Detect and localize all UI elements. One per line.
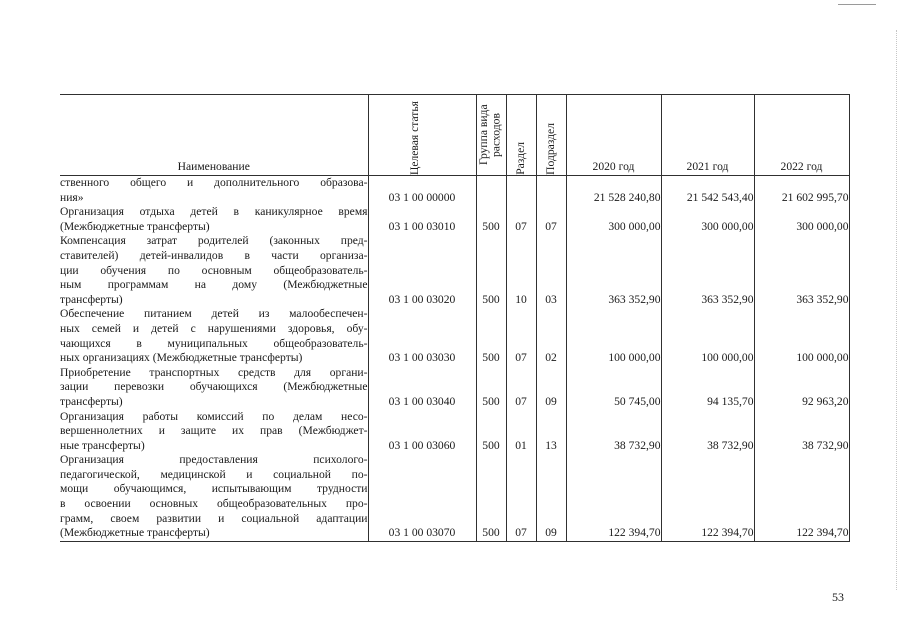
row-amount-2020: 363 352,90 (566, 234, 661, 307)
row-name-line: ственного общего и дополнительного образова- (60, 176, 368, 189)
row-subsection (536, 176, 566, 206)
row-name-cell (60, 205, 368, 234)
row-name-line: ции обучения по основным общеобразователь- (60, 263, 368, 277)
row-name-line: чающихся в муниципальных общеобразователь- (60, 336, 368, 350)
table-row (60, 307, 849, 365)
row-target-article: 03 1 00 03030 (368, 307, 476, 365)
row-target-article: 03 1 00 03010 (368, 205, 476, 234)
row-amount-2022: 21 602 995,70 (754, 176, 849, 206)
row-target-article: 03 1 00 03060 (368, 410, 476, 454)
row-amount-2021: 21 542 543,40 (661, 176, 754, 206)
row-amount-2022: 100 000,00 (754, 307, 849, 365)
row-name-line: ния» (60, 190, 84, 204)
row-name-line: Организация предоставления психолого- (60, 453, 368, 467)
row-name-line: Обеспечение питанием детей из малообеспечен- (60, 307, 368, 321)
header-target-article-label: Целевая статья (408, 100, 421, 175)
row-amount-2021: 300 000,00 (661, 205, 754, 234)
budget-table (60, 94, 850, 542)
row-target-article: 03 1 00 00000 (368, 176, 476, 206)
page-number: 53 (832, 590, 844, 604)
row-amount-2022: 38 732,90 (754, 410, 849, 454)
row-name-cell (60, 366, 368, 410)
row-amount-2021: 100 000,00 (661, 307, 754, 365)
row-name-line: Организация работы комиссий по делам несо- (60, 409, 368, 423)
row-name-line: вершеннолетних и защите их прав (Межбюджет- (60, 424, 368, 438)
header-expense-group-label: Группа вида расходов (477, 104, 503, 166)
row-name-line: ных семей и детей с нарушениями здоровья, обу- (60, 321, 368, 335)
row-section: 07 (506, 366, 536, 410)
row-name-line: педагогической, медицинской и социальной по- (60, 467, 368, 481)
header-section-label: Раздел (513, 142, 527, 175)
row-target-article: 03 1 00 03020 (368, 234, 476, 307)
header-expense-group (476, 95, 506, 176)
header-subsection (536, 95, 566, 176)
row-amount-2020: 300 000,00 (566, 205, 661, 234)
header-target-article (368, 95, 476, 176)
table-row (60, 176, 849, 206)
row-name-cell (60, 453, 368, 541)
header-year-2022: 2022 год (754, 95, 849, 176)
row-expense-group: 500 (476, 366, 506, 410)
row-section (506, 176, 536, 206)
row-subsection: 09 (536, 453, 566, 541)
row-amount-2022: 122 394,70 (754, 453, 849, 541)
table-row (60, 366, 849, 410)
row-amount-2020: 122 394,70 (566, 453, 661, 541)
row-amount-2020: 21 528 240,80 (566, 176, 661, 206)
header-year-2021: 2021 год (661, 95, 754, 176)
table-row (60, 410, 849, 454)
row-expense-group: 500 (476, 307, 506, 365)
scan-corner-mark (838, 4, 876, 5)
row-amount-2021: 363 352,90 (661, 234, 754, 307)
row-name-line: Организация отдыха детей в каникулярное время (60, 205, 368, 219)
row-section: 07 (506, 453, 536, 541)
table-row (60, 234, 849, 307)
row-section: 07 (506, 205, 536, 234)
row-name-cell (60, 307, 368, 365)
row-amount-2021: 38 732,90 (661, 410, 754, 454)
row-section: 10 (506, 234, 536, 307)
row-subsection: 09 (536, 366, 566, 410)
row-expense-group: 500 (476, 234, 506, 307)
table-row (60, 205, 849, 234)
row-amount-2021: 122 394,70 (661, 453, 754, 541)
row-name-line: (Межбюджетные трансферты) (60, 219, 210, 233)
row-expense-group: 500 (476, 453, 506, 541)
row-amount-2020: 38 732,90 (566, 410, 661, 454)
row-name-line: (Межбюджетные трансферты) (60, 526, 210, 540)
row-target-article: 03 1 00 03070 (368, 453, 476, 541)
scan-edge-artifact (896, 30, 897, 590)
row-subsection: 07 (536, 205, 566, 234)
row-amount-2020: 100 000,00 (566, 307, 661, 365)
row-name-line: Приобретение транспортных средств для органи- (60, 365, 368, 379)
row-name-line: мощи обучающимся, испытывающим трудности (60, 482, 368, 496)
row-target-article: 03 1 00 03040 (368, 366, 476, 410)
row-amount-2020: 50 745,00 (566, 366, 661, 410)
row-name-line: трансферты) (60, 292, 123, 306)
row-expense-group: 500 (476, 410, 506, 454)
row-amount-2022: 300 000,00 (754, 205, 849, 234)
row-name-line: в освоении основных общеобразовательных про- (60, 497, 368, 511)
header-subsection-label: Подраздел (543, 123, 557, 175)
row-amount-2021: 94 135,70 (661, 366, 754, 410)
row-subsection: 02 (536, 307, 566, 365)
header-year-2020: 2020 год (566, 95, 661, 176)
row-subsection: 13 (536, 410, 566, 454)
row-expense-group (476, 176, 506, 206)
row-name-line: ных организациях (Межбюджетные трансферты) (60, 351, 303, 365)
table-row (60, 453, 849, 541)
row-amount-2022: 363 352,90 (754, 234, 849, 307)
row-subsection: 03 (536, 234, 566, 307)
row-name-cell (60, 234, 368, 307)
row-name-cell (60, 410, 368, 454)
row-name-line: ным программам на дому (Межбюджетные (60, 278, 368, 292)
row-name-cell (60, 176, 368, 206)
header-section (506, 95, 536, 176)
table-header-row (60, 95, 849, 176)
row-name-line: ные трансферты) (60, 438, 145, 452)
row-section: 01 (506, 410, 536, 454)
row-name-line: грамм, своем развитии и социальной адаптации (60, 511, 368, 525)
row-name-line: ставителей) детей-инвалидов в части организа- (60, 248, 368, 262)
row-name-line: Компенсация затрат родителей (законных пред- (60, 234, 368, 248)
row-name-line: зации перевозки обучающихся (Межбюджетные (60, 380, 368, 394)
row-section: 07 (506, 307, 536, 365)
header-name: Наименование (60, 95, 368, 176)
row-name-line: трансферты) (60, 394, 123, 408)
row-amount-2022: 92 963,20 (754, 366, 849, 410)
row-expense-group: 500 (476, 205, 506, 234)
